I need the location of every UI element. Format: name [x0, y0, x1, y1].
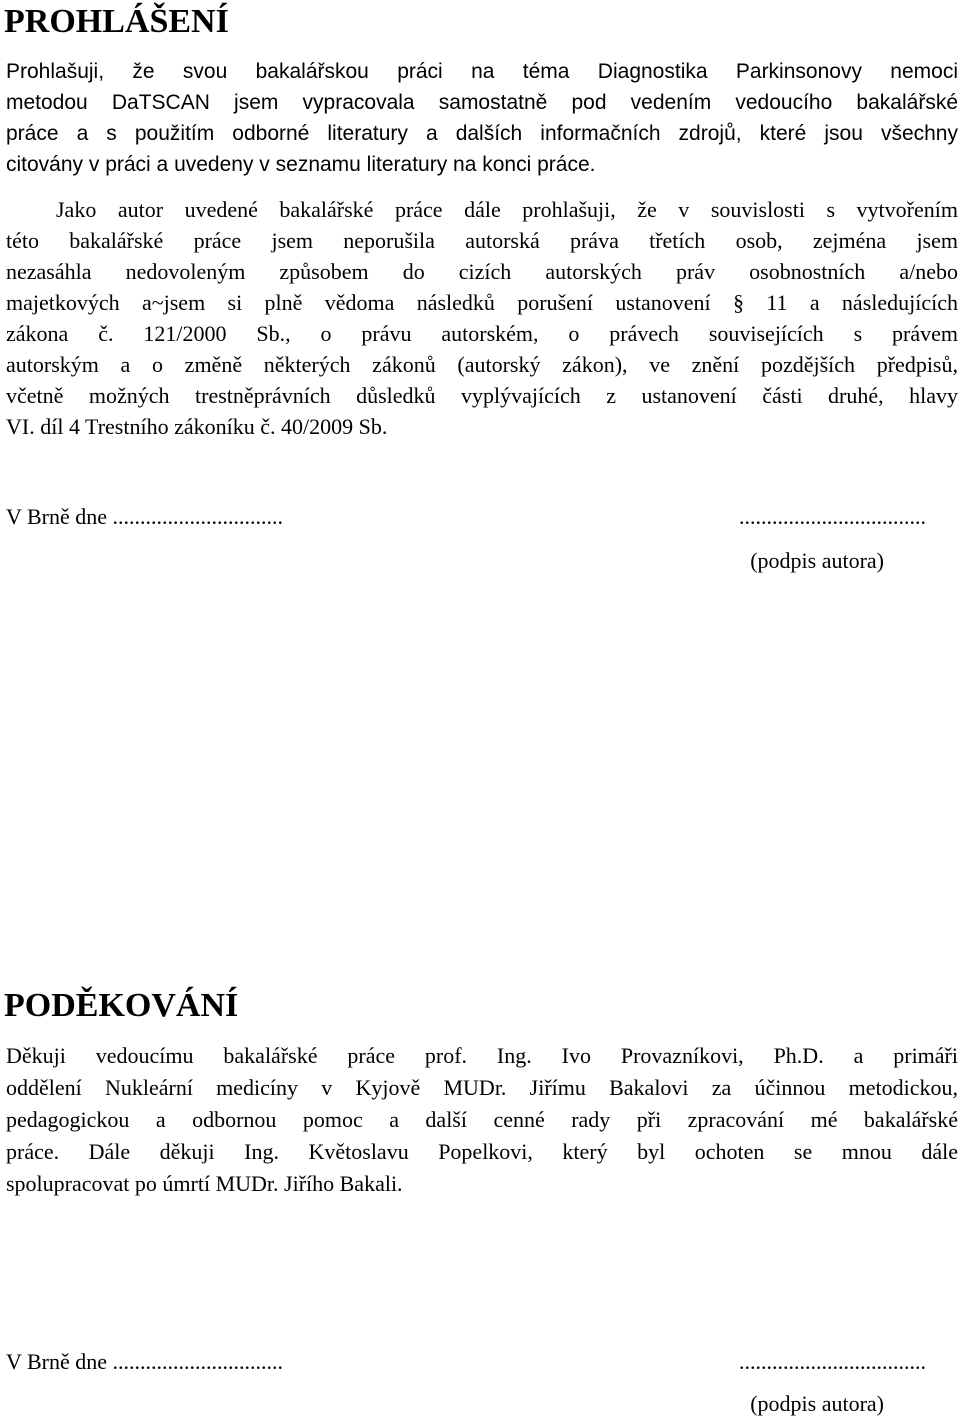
declaration-para1-line: práce a s použitím odborné literatury a dalších informačních zdrojů, které jsou všechny	[6, 122, 958, 145]
declaration-para2-line: zákona č. 121/2000 Sb., o právu autorském, o právech souvisejících s právem	[6, 321, 958, 346]
acknowledgement-line: Děkuji vedoucímu bakalářské práce prof. Ing. Ivo Provazníkovi, Ph.D. a primáři	[6, 1043, 958, 1068]
acknowledgement-line: spolupracovat po úmrtí MUDr. Jiřího Bakali.	[6, 1171, 403, 1196]
declaration-signature-caption: (podpis autora)	[750, 548, 884, 573]
declaration-para2-line: majetkových a~jsem si plně vědoma následků porušení ustanovení § 11 a následujících	[6, 290, 958, 315]
declaration-heading: PROHLÁŠENÍ	[4, 3, 229, 40]
acknowledgement-line: pedagogickou a odbornou pomoc a další cenné rady při zpracování mé bakalářské	[6, 1107, 958, 1132]
declaration-para2-line: VI. díl 4 Trestního zákoníku č. 40/2009 Sb.	[6, 414, 388, 439]
acknowledgement-line: práce. Dále děkuji Ing. Květoslavu Popelkovi, který byl ochoten se mnou dále	[6, 1139, 958, 1164]
declaration-signature-line: ..................................	[739, 504, 926, 529]
declaration-para2-line: nezasáhla nedovoleným způsobem do cizích autorských práv osobnostních a/nebo	[6, 259, 958, 284]
acknowledgement-signature-caption: (podpis autora)	[750, 1391, 884, 1416]
declaration-para2-line: Jako autor uvedené bakalářské práce dále prohlašuji, že v souvislosti s vytvořením	[56, 197, 958, 222]
declaration-place-date: V Brně dne ...............................	[6, 504, 284, 529]
acknowledgement-signature-line: ..................................	[739, 1349, 926, 1374]
declaration-para2-line: autorským a o změně některých zákonů (autorský zákon), ve znění pozdějších předpisů,	[6, 352, 958, 377]
declaration-para1-line: metodou DaTSCAN jsem vypracovala samostatně pod vedením vedoucího bakalářské	[6, 91, 958, 114]
acknowledgement-line: oddělení Nukleární medicíny v Kyjově MUDr. Jiřímu Bakalovi za účinnou metodickou,	[6, 1075, 958, 1100]
declaration-para2-line: včetně možných trestněprávních důsledků vyplývajících z ustanovení části druhé, hlavy	[6, 383, 958, 408]
acknowledgement-place-date: V Brně dne ...............................	[6, 1349, 284, 1374]
acknowledgement-heading: PODĚKOVÁNÍ	[4, 987, 239, 1024]
declaration-para2-line: této bakalářské práce jsem neporušila autorská práva třetích osob, zejména jsem	[6, 228, 958, 253]
declaration-para1-line: citovány v práci a uvedeny v seznamu literatury na konci práce.	[6, 153, 596, 176]
declaration-para1-line: Prohlašuji, že svou bakalářskou práci na téma Diagnostika Parkinsonovy nemoci	[6, 60, 958, 83]
